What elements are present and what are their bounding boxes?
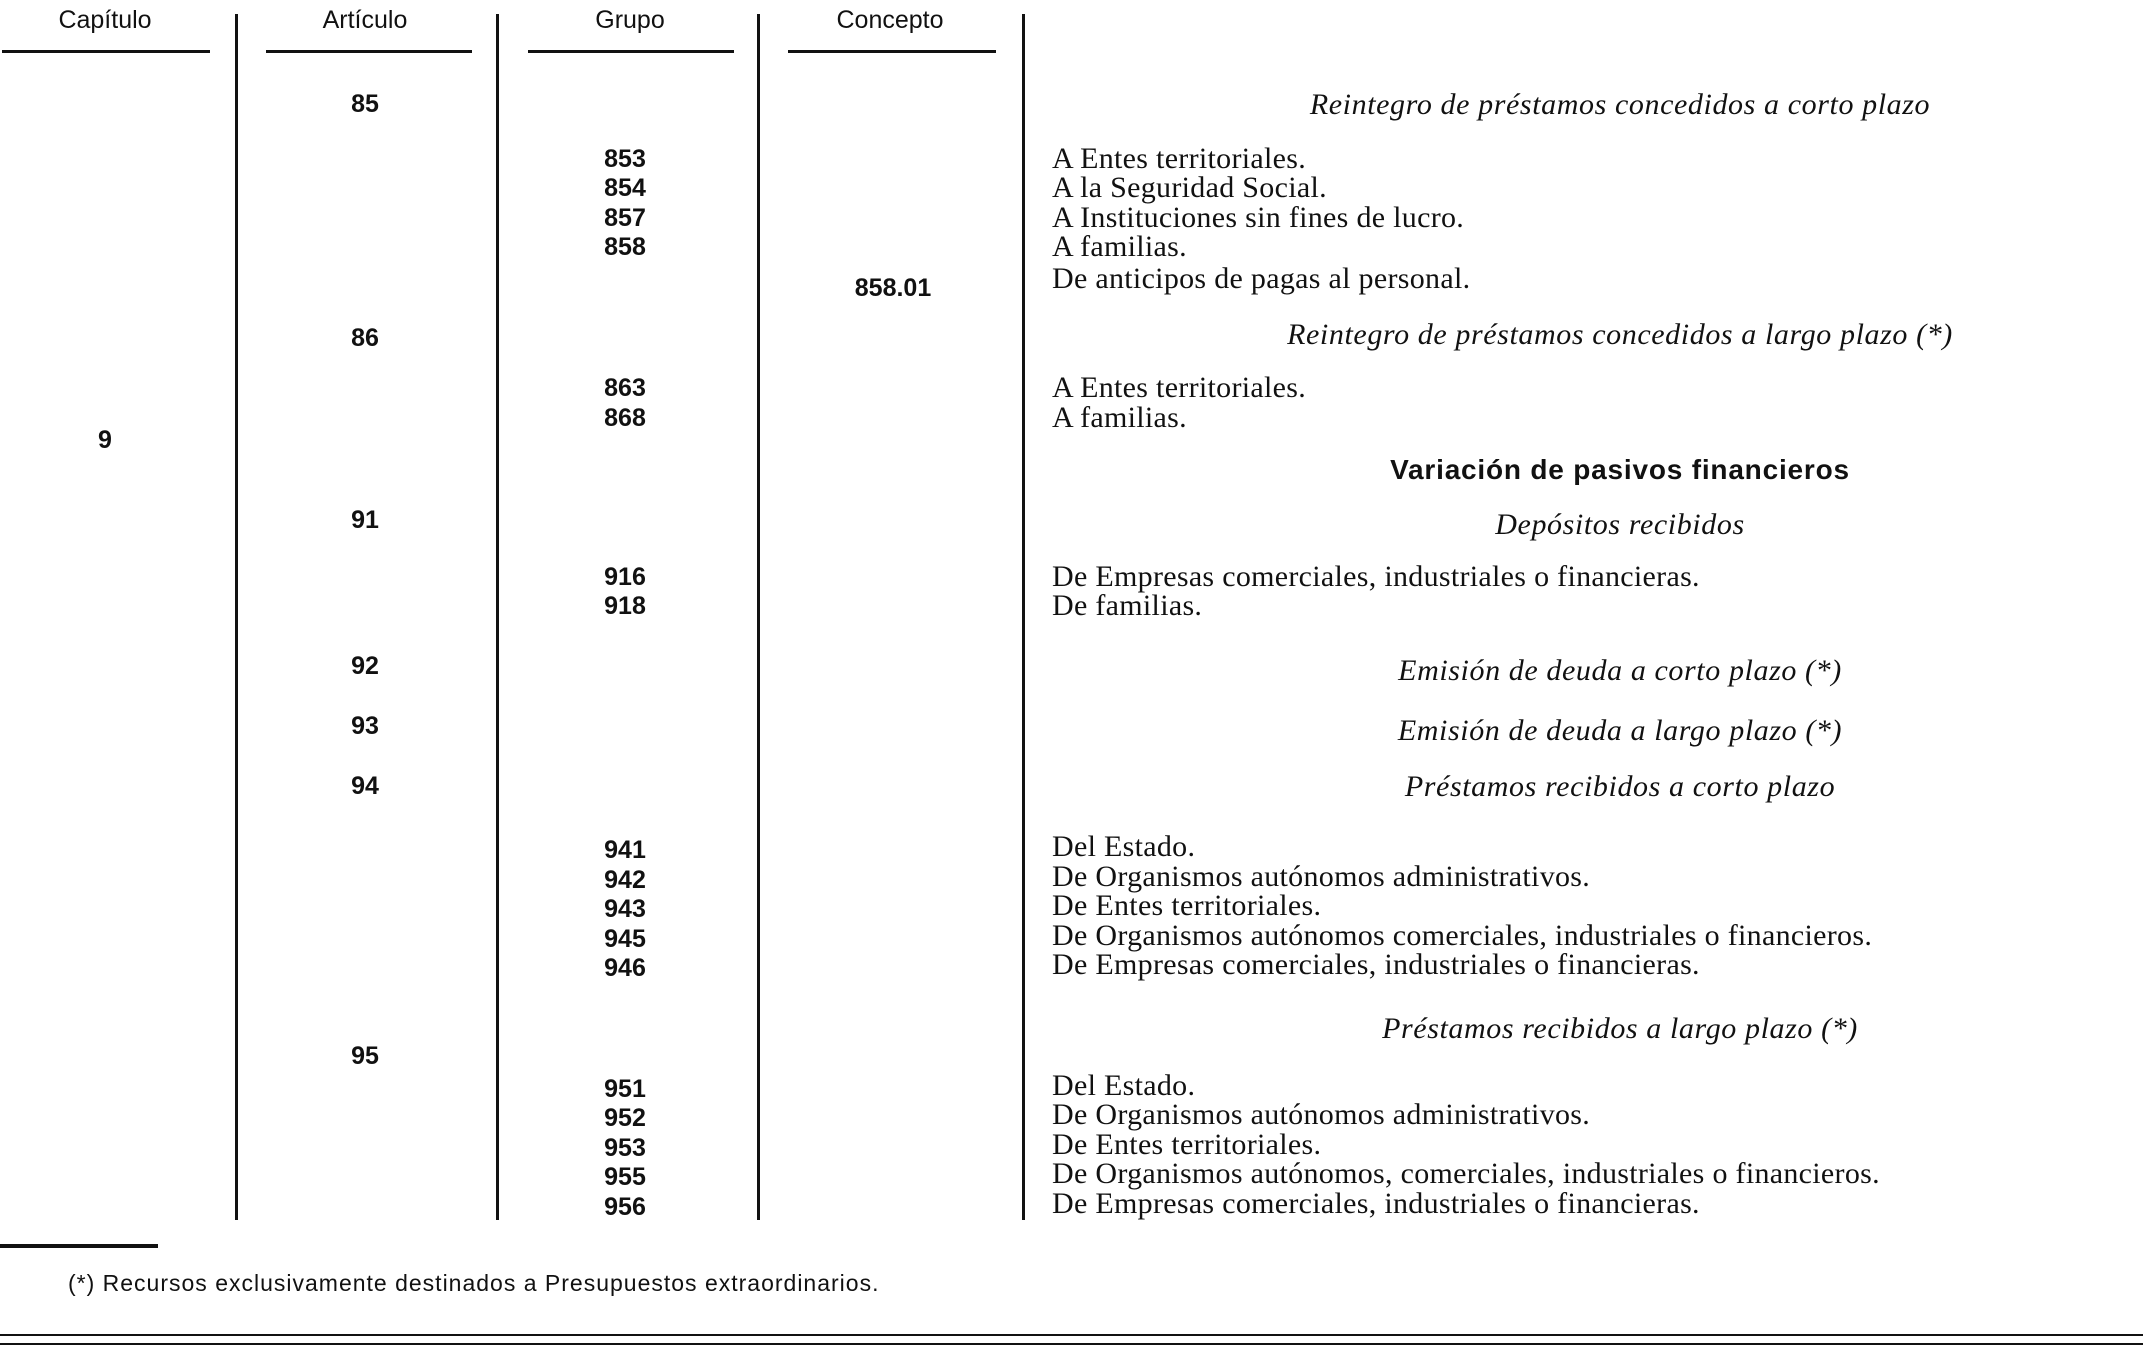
grupo-code: 857: [604, 204, 646, 232]
section-heading: Emisión de deuda a largo plazo (*): [1397, 714, 1843, 747]
footnote: (*) Recursos exclusivamente destinados a Presupuestos extraordinarios.: [68, 1270, 880, 1296]
description: De Empresas comerciales, industriales o financieras.: [1052, 1187, 1700, 1220]
header-underline-articulo: [266, 50, 472, 53]
grupo-code: 941: [604, 836, 646, 864]
grupo-code: 863: [604, 374, 646, 402]
articulo-code: 86: [351, 324, 379, 352]
chapter-heading: Variación de pasivos financieros: [1390, 454, 1850, 485]
column-divider: [1022, 14, 1025, 1220]
description: De Entes territoriales.: [1052, 1128, 1322, 1161]
grupo-code: 854: [604, 174, 646, 202]
articulo-code: 93: [351, 712, 379, 740]
grupo-code: 952: [604, 1104, 646, 1132]
grupo-code: 868: [604, 404, 646, 432]
header-concepto: Concepto: [836, 6, 944, 34]
articulo-code: 85: [351, 90, 379, 118]
description: De Empresas comerciales, industriales o financieras.: [1052, 560, 1700, 593]
footnote-rule: [0, 1244, 158, 1248]
capitulo-code: 9: [98, 426, 112, 454]
grupo-code: 943: [604, 895, 646, 923]
description: A Entes territoriales.: [1052, 371, 1307, 404]
description: A Instituciones sin fines de lucro.: [1052, 201, 1465, 234]
description: De Organismos autónomos administrativos.: [1052, 1098, 1591, 1131]
description: A familias.: [1052, 230, 1187, 263]
column-divider: [235, 14, 238, 1220]
grupo-code: 858: [604, 233, 646, 261]
description: A Entes territoriales.: [1052, 142, 1307, 175]
grupo-code: 918: [604, 592, 646, 620]
description: De anticipos de pagas al personal.: [1052, 262, 1471, 295]
grupo-code: 951: [604, 1075, 646, 1103]
description: De Empresas comerciales, industriales o financieras.: [1052, 948, 1700, 981]
header-underline-concepto: [788, 50, 996, 53]
section-heading: Préstamos recibidos a corto plazo: [1404, 770, 1836, 803]
grupo-code: 955: [604, 1163, 646, 1191]
description: A la Seguridad Social.: [1052, 171, 1327, 204]
header-underline-capitulo: [2, 50, 210, 53]
section-heading: Depósitos recibidos: [1495, 508, 1745, 541]
section-heading: Emisión de deuda a corto plazo (*): [1398, 654, 1842, 687]
description: De familias.: [1052, 589, 1203, 622]
grupo-code: 916: [604, 563, 646, 591]
concepto-code: 858.01: [854, 274, 932, 302]
grupo-code: 956: [604, 1193, 646, 1221]
description: Del Estado.: [1052, 1069, 1196, 1102]
articulo-code: 94: [351, 772, 379, 800]
column-divider: [496, 14, 499, 1220]
section-heading: Reintegro de préstamos concedidos a corto plazo: [1309, 88, 1931, 121]
description: De Organismos autónomos comerciales, industriales o financieros.: [1052, 919, 1873, 952]
column-divider: [757, 14, 760, 1220]
section-heading: Reintegro de préstamos concedidos a largo plazo (*): [1287, 318, 1953, 351]
description: A familias.: [1052, 401, 1187, 434]
page-bottom-rule: [0, 1343, 2143, 1345]
grupo-code: 942: [604, 866, 646, 894]
grupo-code: 946: [604, 954, 646, 982]
page-bottom-rule: [0, 1334, 2143, 1336]
header-grupo: Grupo: [595, 6, 665, 34]
description: De Entes territoriales.: [1052, 889, 1322, 922]
articulo-code: 92: [351, 652, 379, 680]
section-heading: Préstamos recibidos a largo plazo (*): [1382, 1012, 1858, 1045]
grupo-code: 945: [604, 925, 646, 953]
grupo-code: 853: [604, 145, 646, 173]
description: De Organismos autónomos, comerciales, industriales o financieros.: [1052, 1157, 1880, 1190]
description: De Organismos autónomos administrativos.: [1052, 860, 1591, 893]
description: Del Estado.: [1052, 830, 1196, 863]
articulo-code: 95: [351, 1042, 379, 1070]
header-capitulo: Capítulo: [58, 6, 152, 34]
articulo-code: 91: [351, 506, 379, 534]
grupo-code: 953: [604, 1134, 646, 1162]
header-underline-grupo: [528, 50, 734, 53]
header-articulo: Artículo: [322, 6, 408, 34]
